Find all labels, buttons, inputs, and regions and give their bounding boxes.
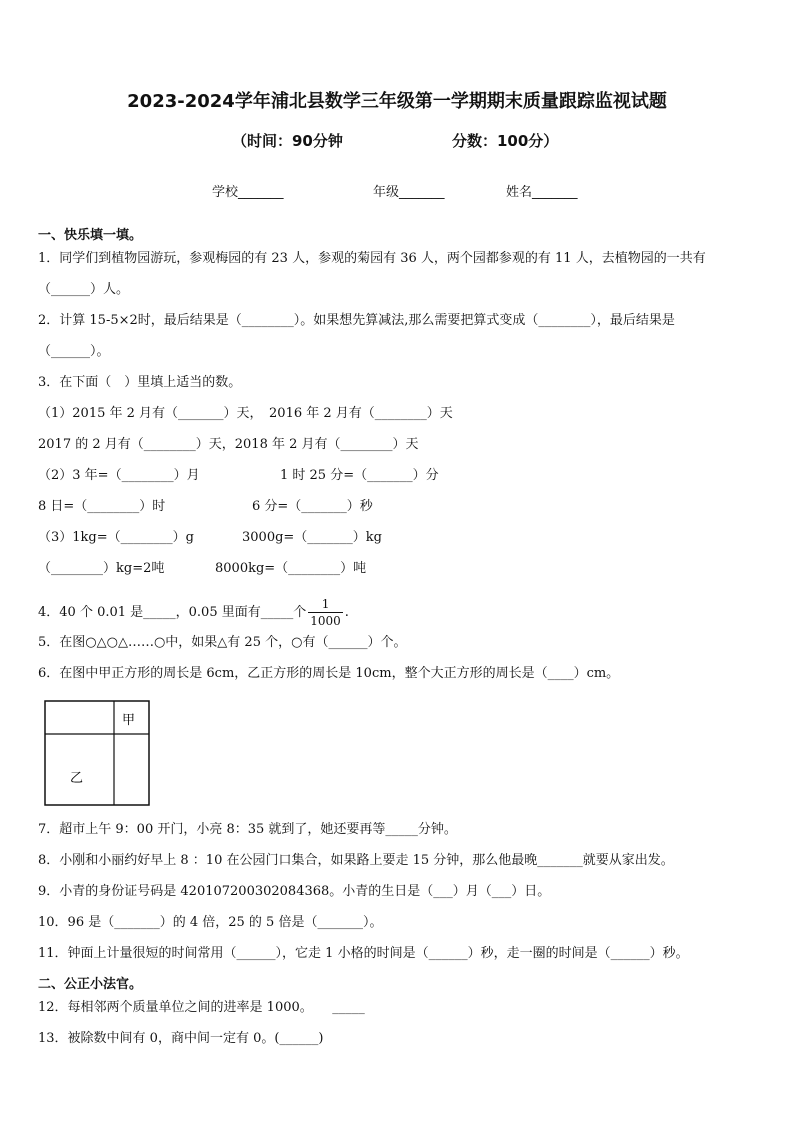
fraction [308, 596, 343, 629]
page-title: 2023-2024学年浦北县数学三年级第一学期期末质量跟踪监视试题 [127, 91, 667, 112]
time-label: （时间：90分钟 [232, 132, 343, 150]
question-3-part-1: （1）2015 年 2 月有（_______）天， 2016 年 2 月有（________）天 [38, 406, 453, 421]
question-3-part-2d: 6 分=（_______）秒 [252, 499, 373, 514]
question-2-line-1: 2．计算 15-5×2时，最后结果是（________）。如果想先算减法,那么需要把算式变成（________），最后结果是 [38, 313, 675, 328]
question-8: 8．小刚和小丽约好早上 8 ：10 在公园门口集合，如果路上要走 15 分钟，那么他最晚_______就要从家出发。 [38, 853, 674, 868]
question-3-part-3d: 8000kg=（________）吨 [215, 561, 367, 576]
question-3-part-2c: 8 日=（________）时 [38, 499, 166, 514]
question-4-end: . [344, 605, 349, 620]
question-2-line-2: （______）。 [38, 344, 110, 359]
label-yi: 乙 [70, 771, 84, 786]
label-jia: 甲 [122, 713, 136, 728]
question-3-part-3c: （________）kg=2吨 [38, 561, 165, 576]
question-1-line-1: 1．同学们到植物园游玩，参观梅园的有 23 人，参观的菊园有 36 人，两个园都参观的有 11 人，去植物园的一共有 [38, 251, 706, 266]
grade-field: 年级_______ [373, 185, 445, 200]
question-6: 6．在图中甲正方形的周长是 6cm，乙正方形的周长是 10cm，整个大正方形的周长是（____）cm。 [38, 666, 620, 681]
question-3-part-3b: 3000g=（_______）kg [242, 530, 382, 545]
name-field: 姓名_______ [506, 185, 578, 200]
fraction-denominator: 1000 [310, 614, 341, 628]
fraction-numerator: 1 [308, 596, 343, 613]
square-diagram [44, 700, 150, 806]
question-7: 7．超市上午 9：00 开门，小亮 8：35 就到了，她还要再等_____分钟。 [38, 822, 457, 837]
question-3-part-3a: （3）1kg=（________）g [38, 530, 194, 545]
question-9: 9．小青的身份证号码是 420107200302084368。小青的生日是（___）月（___）日。 [38, 884, 551, 899]
question-13: 13．被除数中间有 0，商中间一定有 0。(______) [38, 1031, 324, 1046]
question-3-part-2a: （2）3 年=（________）月 [38, 468, 200, 483]
question-12: 12．每相邻两个质量单位之间的进率是 1000。 _____ [38, 1000, 365, 1015]
section-heading-1: 一、快乐填一填。 [38, 228, 143, 243]
question-11: 11．钟面上计量很短的时间常用（______），它走 1 小格的时间是（______）秒，走一圈的时间是（______）秒。 [38, 946, 689, 961]
question-3-part-2b: 1 时 25 分=（_______）分 [280, 468, 439, 483]
section-heading-2: 二、公正小法官。 [38, 977, 143, 992]
question-3-part-1-cont: 2017 的 2 月有（________）天，2018 年 2 月有（________）天 [38, 437, 419, 452]
question-1-line-2: （______）人。 [38, 282, 130, 297]
question-4-text: 4．40 个 0.01 是_____，0.05 里面有_____个 [38, 605, 307, 620]
question-3: 3．在下面（ ）里填上适当的数。 [38, 375, 242, 390]
question-4 [38, 596, 349, 629]
question-5: 5．在图○△○△……○中，如果△有 25 个，○有（______）个。 [38, 635, 407, 650]
school-field: 学校_______ [212, 185, 284, 200]
question-10: 10．96 是（_______）的 4 倍，25 的 5 倍是（_______）。 [38, 915, 383, 930]
score-label: 分数：100分） [452, 132, 559, 150]
